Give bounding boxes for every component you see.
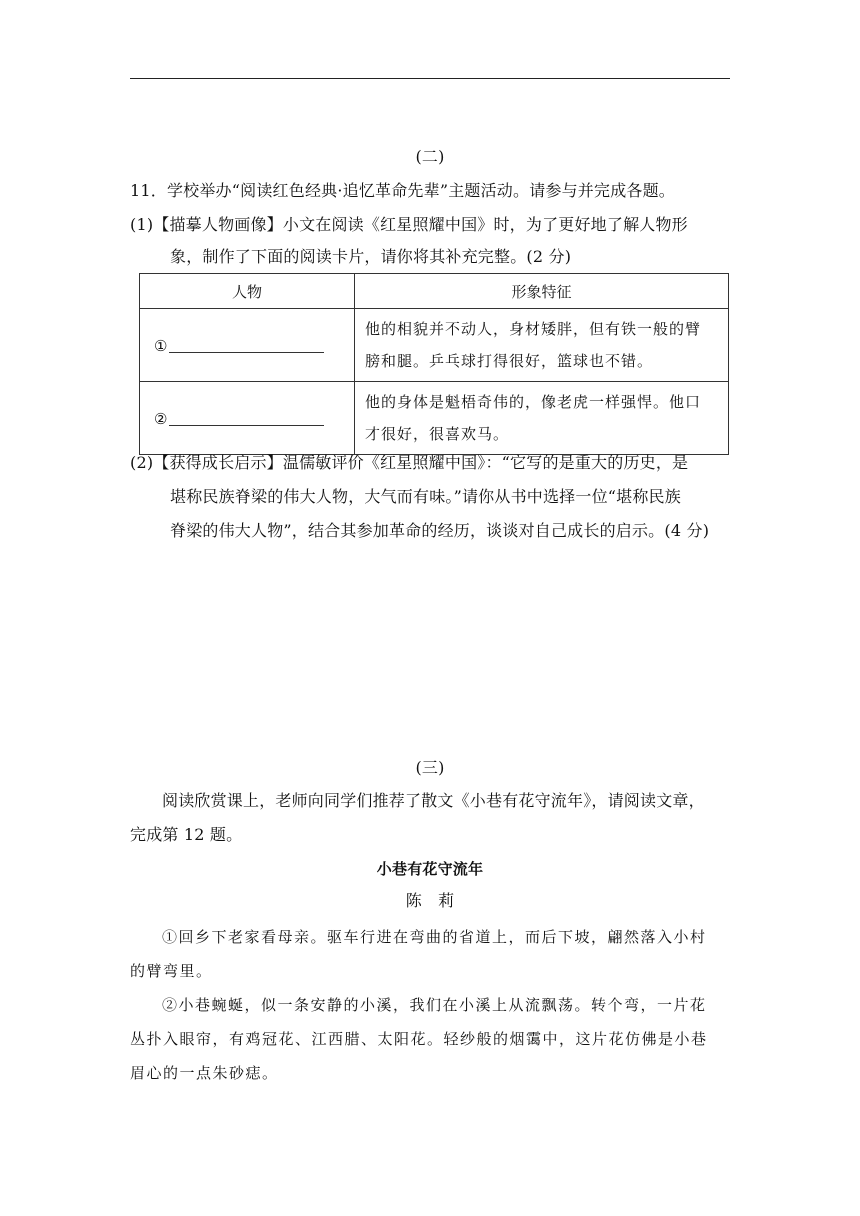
section-3-intro-line-1: 阅读欣赏课上，老师向同学们推荐了散文《小巷有花守流年》，请阅读文章， (162, 791, 705, 810)
section-3-intro-line-2: 完成第 12 题。 (130, 825, 243, 844)
paragraph-line: 眉心的一点朱砂痣。 (130, 1064, 279, 1082)
section-2-heading: (二) (415, 147, 445, 166)
part-2-prompt-line-3: 脊梁的伟大人物”，结合其参加革命的经历，谈谈对自己成长的启示。(4 分) (170, 521, 710, 540)
traits-text-line: 才很好，很喜欢马。 (365, 425, 510, 443)
article-paragraph-2 (130, 988, 730, 1090)
part-1-prompt-line-2: 象，制作了下面的阅读卡片，请你将其补充完整。(2 分) (170, 247, 572, 266)
article-paragraph-1 (130, 920, 730, 988)
article-author: 陈 莉 (405, 891, 455, 910)
reading-card-table (139, 273, 729, 455)
paragraph-line: 丛扑入眼帘，有鸡冠花、江西腊、太阳花。轻纱般的烟霭中，这片花仿佛是小巷 (130, 1030, 708, 1048)
article-title: 小巷有花守流年 (376, 860, 484, 878)
table-row (140, 309, 729, 382)
section-3-heading: (三) (415, 758, 445, 777)
part-2-prompt-line-2: 堪称民族脊梁的伟大人物，大气而有味。”请你从书中选择一位“堪称民族 (170, 487, 681, 506)
header-person: 人物 (140, 274, 355, 309)
paragraph-line: 的臂弯里。 (130, 962, 213, 980)
header-traits: 形象特征 (355, 274, 729, 309)
answer-blank-2[interactable] (169, 409, 324, 426)
question-11-text: 11．学校举办“阅读红色经典·追忆革命先辈”主题活动。请参与并完成各题。 (130, 181, 676, 200)
header-rule (130, 78, 730, 79)
row-marker: ② (154, 409, 168, 428)
traits-cell-2 (355, 382, 729, 455)
traits-cell-1 (355, 309, 729, 382)
person-answer-cell-1[interactable] (140, 309, 355, 382)
part-2-prompt-line-1: (2)【获得成长启示】温儒敏评价《红星照耀中国》：“它写的是重大的历史，是 (130, 453, 689, 472)
traits-text-line: 膀和腿。乒乓球打得很好，篮球也不错。 (365, 352, 654, 370)
paragraph-line: ②小巷蜿蜒，似一条安静的小溪，我们在小溪上从流飘荡。转个弯，一片花 (162, 996, 707, 1014)
table-row (140, 382, 729, 455)
person-answer-cell-2[interactable] (140, 382, 355, 455)
traits-text-line: 他的相貌并不动人，身材矮胖，但有铁一般的臂 (365, 320, 702, 338)
answer-blank-1[interactable] (169, 336, 324, 353)
row-marker: ① (154, 336, 168, 355)
table-header-row (140, 274, 729, 309)
paragraph-line: ①回乡下老家看母亲。驱车行进在弯曲的省道上，而后下坡，翩然落入小村 (162, 928, 707, 946)
part-1-prompt-line-1: (1)【描摹人物画像】小文在阅读《红星照耀中国》时，为了更好地了解人物形 (130, 215, 688, 234)
traits-text-line: 他的身体是魁梧奇伟的，像老虎一样强悍。他口 (365, 393, 702, 411)
